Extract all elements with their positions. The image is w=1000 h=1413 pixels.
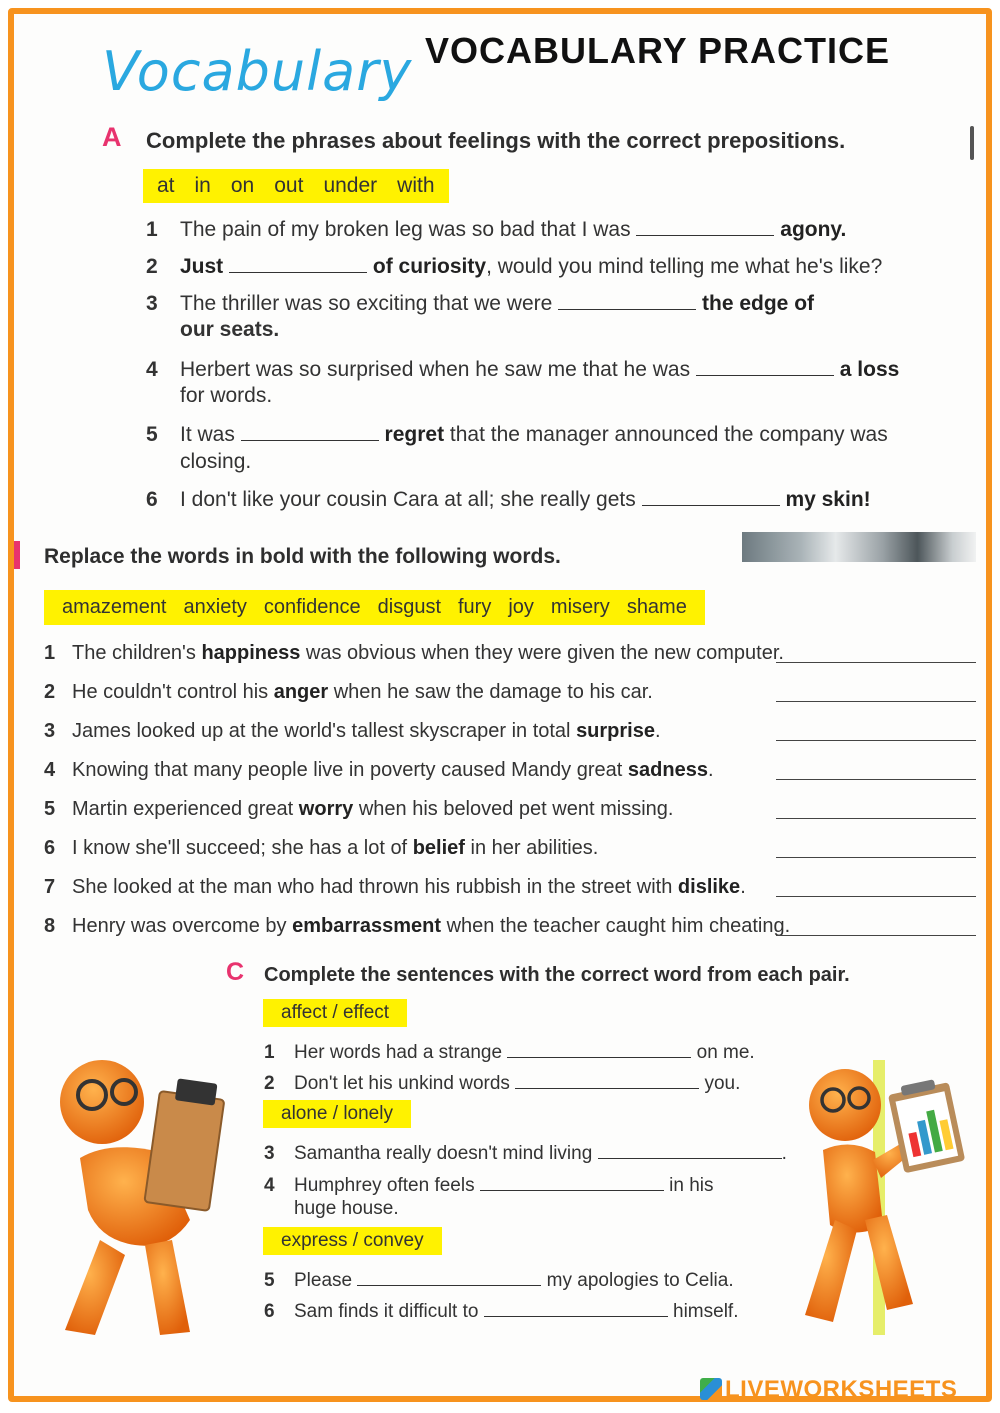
- word-pair-label: alone / lonely: [263, 1100, 411, 1128]
- section-a-item-continuation: closing.: [180, 450, 252, 473]
- section-c-item: 5 Please my apologies to Celia.: [264, 1270, 734, 1291]
- section-c-item: 2 Don't let his unkind words you.: [264, 1073, 741, 1094]
- section-a-instruction: Complete the phrases about feelings with the correct prepositions.: [146, 128, 846, 153]
- answer-blank[interactable]: [696, 359, 834, 376]
- word-bank-item: on: [230, 174, 255, 197]
- answer-blank[interactable]: [229, 256, 367, 273]
- answer-blank[interactable]: [558, 293, 696, 310]
- section-a-item-continuation: for words.: [180, 384, 273, 407]
- word-bank-item: confidence: [263, 596, 361, 618]
- answer-blank[interactable]: [515, 1072, 699, 1089]
- word-bank-item: joy: [508, 596, 534, 618]
- figure-leg: [865, 1215, 913, 1310]
- answer-line[interactable]: [776, 662, 976, 663]
- section-c-item: 6 Sam finds it difficult to himself.: [264, 1301, 739, 1322]
- answer-blank[interactable]: [598, 1142, 782, 1159]
- figure-head: [809, 1069, 881, 1141]
- answer-blank[interactable]: [642, 489, 780, 506]
- word-bank-item: misery: [550, 596, 610, 618]
- answer-line[interactable]: [776, 857, 976, 858]
- section-b-item: 1 The children's happiness was obvious when they were given the new computer.: [44, 642, 784, 664]
- answer-blank[interactable]: [480, 1174, 664, 1191]
- section-a-item: 1 The pain of my broken leg was so bad that I was agony.: [146, 218, 847, 241]
- word-bank-item: fury: [458, 596, 492, 618]
- section-c-letter: C: [226, 958, 245, 986]
- word-bank-item: under: [323, 174, 378, 197]
- word-bank-item: in: [194, 174, 211, 197]
- answer-line[interactable]: [776, 779, 976, 780]
- section-b-item: 7 She looked at the man who had thrown his rubbish in the street with dislike.: [44, 876, 746, 898]
- section-a-item: 4 Herbert was so surprised when he saw me that he was a loss: [146, 358, 900, 381]
- section-c-item-continuation: huge house.: [294, 1198, 399, 1219]
- section-b-item: 6 I know she'll succeed; she has a lot of belief in her abilities.: [44, 837, 599, 859]
- vocabulary-heading: Vocabulary: [102, 40, 413, 103]
- section-b-item: 5 Martin experienced great worry when his beloved pet went missing.: [44, 798, 674, 820]
- figure-leg: [65, 1240, 125, 1335]
- figure-leg: [805, 1220, 857, 1322]
- word-bank-item: disgust: [377, 596, 441, 618]
- word-bank-item: with: [397, 174, 435, 197]
- liveworksheets-icon: [700, 1378, 722, 1400]
- section-b-letter-fragment: [14, 541, 20, 569]
- section-a-item: 5 It was regret that the manager announced the company was: [146, 423, 888, 446]
- section-a-item: 2 Just of curiosity, would you mind telling me what he's like?: [146, 255, 883, 278]
- answer-line[interactable]: [776, 740, 976, 741]
- professor-figure-left: [40, 1040, 240, 1340]
- answer-blank[interactable]: [636, 219, 774, 236]
- folder-icon: [144, 1091, 224, 1211]
- answer-blank[interactable]: [241, 424, 379, 441]
- word-pair-label: affect / effect: [263, 999, 407, 1027]
- section-c-item: 4 Humphrey often feels in his: [264, 1175, 714, 1196]
- section-c-item: 3 Samantha really doesn't mind living .: [264, 1143, 787, 1164]
- figure-leg: [145, 1240, 190, 1335]
- answer-blank[interactable]: [484, 1300, 668, 1317]
- word-bank-item: anxiety: [183, 596, 247, 618]
- section-b-item: 3 James looked up at the world's tallest skyscraper in total surprise.: [44, 720, 661, 742]
- section-a-letter: A: [102, 122, 122, 152]
- professor-figure-right: [795, 1060, 970, 1340]
- section-b-word-bank: [44, 590, 705, 625]
- page-title: VOCABULARY PRACTICE: [425, 30, 891, 71]
- word-bank-item: out: [274, 174, 304, 197]
- answer-line[interactable]: [776, 935, 976, 936]
- section-b-instruction: Replace the words in bold with the following words.: [44, 545, 561, 568]
- cropped-photo: [742, 532, 976, 562]
- section-c-item: 1 Her words had a strange on me.: [264, 1042, 755, 1063]
- section-b-item: 4 Knowing that many people live in poverty caused Mandy great sadness.: [44, 759, 714, 781]
- answer-line[interactable]: [776, 818, 976, 819]
- word-bank-item: at: [157, 174, 175, 197]
- section-a-item-continuation: our seats.: [180, 318, 280, 341]
- word-pair-label: express / convey: [263, 1227, 442, 1255]
- section-a-word-bank: [143, 169, 449, 203]
- section-b-item: 2 He couldn't control his anger when he saw the damage to his car.: [44, 681, 653, 703]
- answer-blank[interactable]: [357, 1269, 541, 1286]
- answer-line[interactable]: [776, 701, 976, 702]
- section-a-item: 3 The thriller was so exciting that we were the edge of: [146, 292, 815, 315]
- answer-line[interactable]: [776, 896, 976, 897]
- word-bank-item: amazement: [62, 596, 167, 618]
- section-c-instruction: Complete the sentences with the correct word from each pair.: [264, 964, 850, 986]
- page-edge-mark: [970, 126, 974, 160]
- word-bank-item: shame: [626, 596, 687, 618]
- liveworksheets-logo: LIVEWORKSHEETS: [700, 1376, 957, 1404]
- answer-blank[interactable]: [507, 1041, 691, 1058]
- section-b-item: 8 Henry was overcome by embarrassment when the teacher caught him cheating.: [44, 915, 791, 937]
- section-a-item: 6 I don't like your cousin Cara at all; she really gets my skin!: [146, 488, 871, 511]
